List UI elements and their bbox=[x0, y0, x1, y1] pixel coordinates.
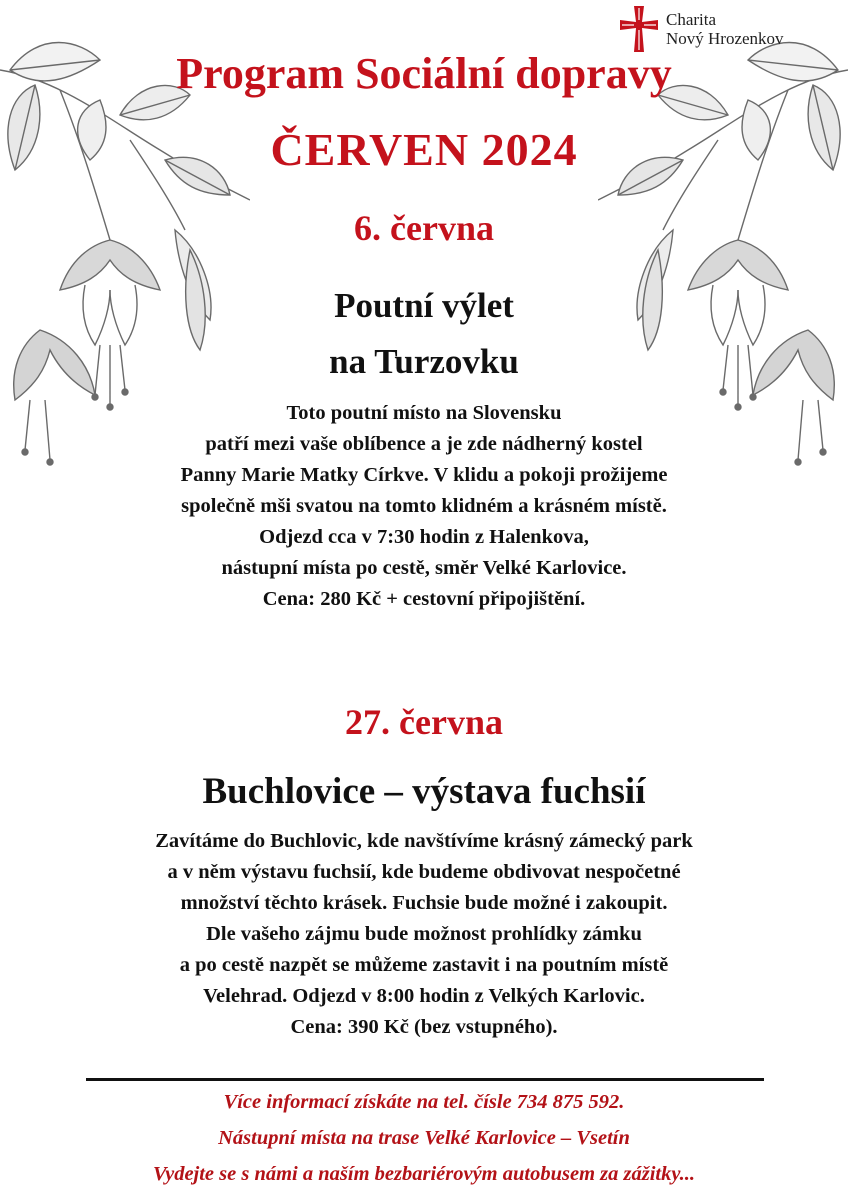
charita-logo bbox=[620, 6, 784, 52]
event-2-description-line: Dle vašeho zájmu bude možnost prohlídky zámku bbox=[206, 923, 642, 945]
event-2-description bbox=[0, 826, 848, 1043]
event-2-date: 27. června bbox=[345, 702, 503, 742]
event-1-description-line: Odjezd cca v 7:30 hodin z Halenkova, bbox=[259, 526, 589, 548]
footer-phone-line: Více informací získáte na tel. čísle 734 875 592. bbox=[223, 1091, 625, 1113]
event-1-description-line: Toto poutní místo na Slovensku bbox=[286, 402, 562, 424]
event-1-title-line: Poutní výlet bbox=[334, 286, 514, 325]
event-2-description-line: a v něm výstavu fuchsií, kde budeme obdivovat nespočetné bbox=[167, 861, 681, 883]
charita-cross-icon bbox=[620, 6, 658, 52]
logo-line-1: Charita bbox=[666, 10, 717, 29]
event-2-description-line: a po cestě nazpět se můžeme zastavit i na poutním místě bbox=[179, 954, 669, 976]
event-1-title bbox=[0, 278, 848, 390]
event-2-title: Buchlovice – výstava fuchsií bbox=[202, 771, 646, 812]
poster-title: Program Sociální dopravy bbox=[176, 49, 672, 98]
logo-text bbox=[666, 10, 784, 48]
event-2-description-line: Zavítáme do Buchlovic, kde navštívíme krásný zámecký park bbox=[155, 830, 693, 852]
event-1-title-line: na Turzovku bbox=[329, 342, 519, 381]
event-2-description-line: množství těchto krásek. Fuchsie bude možné i zakoupit. bbox=[180, 892, 668, 914]
footer-route-line: Nástupní místa na trase Velké Karlovice – Vsetín bbox=[218, 1127, 630, 1149]
event-1-price: Cena: 280 Kč + cestovní připojištění. bbox=[262, 588, 586, 610]
footer-slogan-line: Vydejte se s námi a naším bezbariérovým autobusem za zážitky... bbox=[152, 1163, 696, 1185]
event-1-description-line: nástupní místa po cestě, směr Velké Karlovice. bbox=[221, 557, 627, 579]
event-1-description bbox=[0, 398, 848, 615]
poster-month: ČERVEN 2024 bbox=[270, 124, 578, 175]
event-1-description-line: Panny Marie Matky Církve. V klidu a pokoji prožijeme bbox=[180, 464, 668, 486]
event-1-description-line: společně mši svatou na tomto klidném a krásném místě. bbox=[181, 495, 667, 517]
logo-line-2: Nový Hrozenkov bbox=[666, 29, 784, 48]
event-1-description-line: patří mezi vaše oblíbence a je zde nádherný kostel bbox=[205, 433, 643, 455]
event-2-description-line: Velehrad. Odjezd v 8:00 hodin z Velkých Karlovic. bbox=[203, 985, 645, 1007]
event-1-date: 6. června bbox=[354, 208, 494, 248]
footer-info bbox=[0, 1084, 848, 1192]
footer-divider bbox=[86, 1078, 764, 1081]
event-2-price: Cena: 390 Kč (bez vstupného). bbox=[290, 1016, 558, 1038]
